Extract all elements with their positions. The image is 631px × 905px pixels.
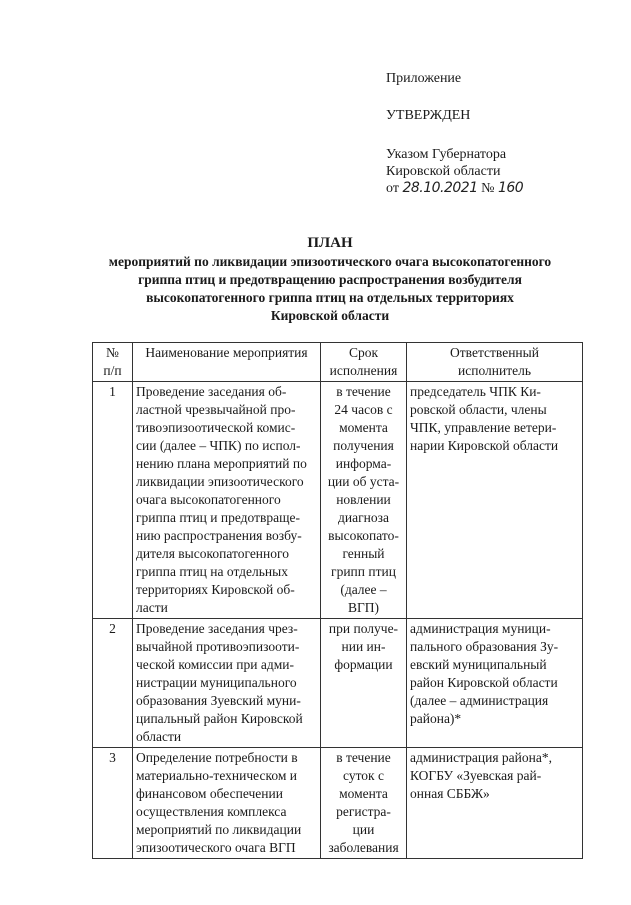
cell-line: Проведение заседания чрез- (136, 621, 298, 636)
cell-num: 2 (93, 619, 133, 748)
cell-line: в течение (336, 750, 391, 765)
table-row (93, 748, 583, 859)
header-line: исполнения (329, 363, 398, 378)
cell-exec (407, 619, 583, 748)
header-line: Наименование мероприятия (145, 345, 308, 360)
cell-line: ции об уста- (327, 474, 400, 489)
cell-line: ластной чрезвычайной про- (136, 402, 296, 417)
plan-table (92, 342, 583, 859)
header-line: Ответственный (450, 345, 539, 360)
header-name (133, 343, 321, 382)
cell-line: осуществления комплекса (136, 804, 287, 819)
cell-line: ВГП) (347, 600, 380, 615)
cell-line: ласти (136, 600, 168, 615)
cell-exec (407, 748, 583, 859)
cell-line: нарии Кировской области (410, 438, 559, 453)
cell-line: дителя высокопатогенного (136, 546, 289, 561)
cell-line: момента (339, 786, 388, 801)
cell-line: ципальный район Кировской (136, 711, 303, 726)
cell-line: район Кировской области (410, 675, 558, 690)
cell-line: формации (334, 657, 393, 672)
number-sign: № (481, 181, 495, 196)
cell-exec (407, 382, 583, 619)
cell-line: вычайной противоэпизооти- (136, 639, 300, 654)
cell-line: материально-техническом и (136, 768, 297, 783)
cell-line: Определение потребности в (136, 750, 298, 765)
cell-line: новлении (336, 492, 391, 507)
header-line: исполнитель (458, 363, 531, 378)
cell-line: ликвидации эпизоотического (136, 474, 304, 489)
cell-line: получения (333, 438, 394, 453)
cell-line: 24 часов с (334, 402, 393, 417)
cell-line: гриппа птиц на отдельных (136, 564, 288, 579)
cell-term (321, 382, 407, 619)
cell-line: момента (339, 420, 388, 435)
cell-line: (далее – администрация (410, 693, 549, 708)
cell-line: сии (далее – ЧПК) по испол- (136, 438, 301, 453)
decree-line-1: Указом Губернатора (386, 147, 507, 162)
cell-line: онная СББЖ» (410, 786, 490, 801)
cell-term (321, 619, 407, 748)
cell-line: тивоэпизоотической комис- (136, 420, 296, 435)
cell-name (133, 619, 321, 748)
table-header-row (93, 343, 583, 382)
cell-line: нистрации муниципального (136, 675, 297, 690)
cell-line: нию распространения возбу- (136, 528, 302, 543)
cell-line: очага высокопатогенного (136, 492, 281, 507)
approved-label: УТВЕРЖДЕН (386, 108, 471, 123)
cell-line: ровской области, члены (410, 402, 547, 417)
cell-line: генный (342, 546, 385, 561)
cell-line: администрация муници- (410, 621, 551, 636)
header-line: Срок (348, 345, 379, 360)
date-handwritten: 28.10.2021 (402, 180, 478, 196)
cell-line: мероприятий по ликвидации (136, 822, 302, 837)
number-handwritten: 160 (497, 180, 524, 196)
cell-line: суток с (343, 768, 384, 783)
table-row (93, 382, 583, 619)
header-line: п/п (103, 363, 122, 378)
cell-line: регистра- (336, 804, 391, 819)
subtitle-line: мероприятий по ликвидации эпизоотического очага высокопатогенного (108, 254, 552, 269)
cell-line: гриппа птиц и предотвраще- (136, 510, 301, 525)
document-title-block (60, 233, 600, 325)
cell-line: эпизоотического очага ВГП (136, 840, 296, 855)
header-line: № (106, 345, 119, 360)
cell-line: председатель ЧПК Ки- (410, 384, 541, 399)
cell-line: в течение (336, 384, 391, 399)
cell-line: нии ин- (341, 639, 386, 654)
cell-line: пального образования Зу- (410, 639, 559, 654)
cell-line: нению плана мероприятий по (136, 456, 307, 471)
header-num (93, 343, 133, 382)
cell-line: заболевания (328, 840, 399, 855)
cell-line: области (136, 729, 182, 744)
cell-line: диагноза (338, 510, 389, 525)
table-row (93, 619, 583, 748)
document-title: ПЛАН (307, 235, 353, 251)
cell-term (321, 748, 407, 859)
cell-line: евский муниципальный (410, 657, 547, 672)
cell-line: ции (352, 822, 375, 837)
cell-line: ческой комиссии при адми- (136, 657, 294, 672)
cell-line: КОГБУ «Зуевская рай- (410, 768, 542, 783)
header-term (321, 343, 407, 382)
cell-name (133, 748, 321, 859)
cell-line: грипп птиц (331, 564, 396, 579)
appendix-label: Приложение (386, 71, 462, 86)
subtitle-line: Кировской области (270, 308, 390, 323)
approval-block (386, 70, 523, 197)
cell-line: образования Зуевский муни- (136, 693, 301, 708)
cell-line: района)* (410, 711, 462, 726)
cell-line: ЧПК, управление ветери- (410, 420, 557, 435)
cell-num: 3 (93, 748, 133, 859)
date-prefix: от (386, 181, 399, 196)
cell-line: при получе- (328, 621, 399, 636)
header-exec (407, 343, 583, 382)
decree-line-2: Кировской области (386, 164, 501, 179)
subtitle-line: гриппа птиц и предотвращению распространения возбудителя (138, 272, 522, 287)
cell-name (133, 382, 321, 619)
cell-line: территориях Кировской об- (136, 582, 295, 597)
document-subtitle (60, 253, 600, 325)
cell-num: 1 (93, 382, 133, 619)
subtitle-line: высокопатогенного гриппа птиц на отдельных территориях (146, 290, 514, 305)
cell-line: высокопато- (328, 528, 399, 543)
decree-date-line (386, 180, 523, 197)
cell-line: (далее – (340, 582, 387, 597)
cell-line: Проведение заседания об- (136, 384, 287, 399)
cell-line: администрация района*, (410, 750, 552, 765)
cell-line: финансовом обеспечении (136, 786, 283, 801)
cell-line: информа- (335, 456, 392, 471)
